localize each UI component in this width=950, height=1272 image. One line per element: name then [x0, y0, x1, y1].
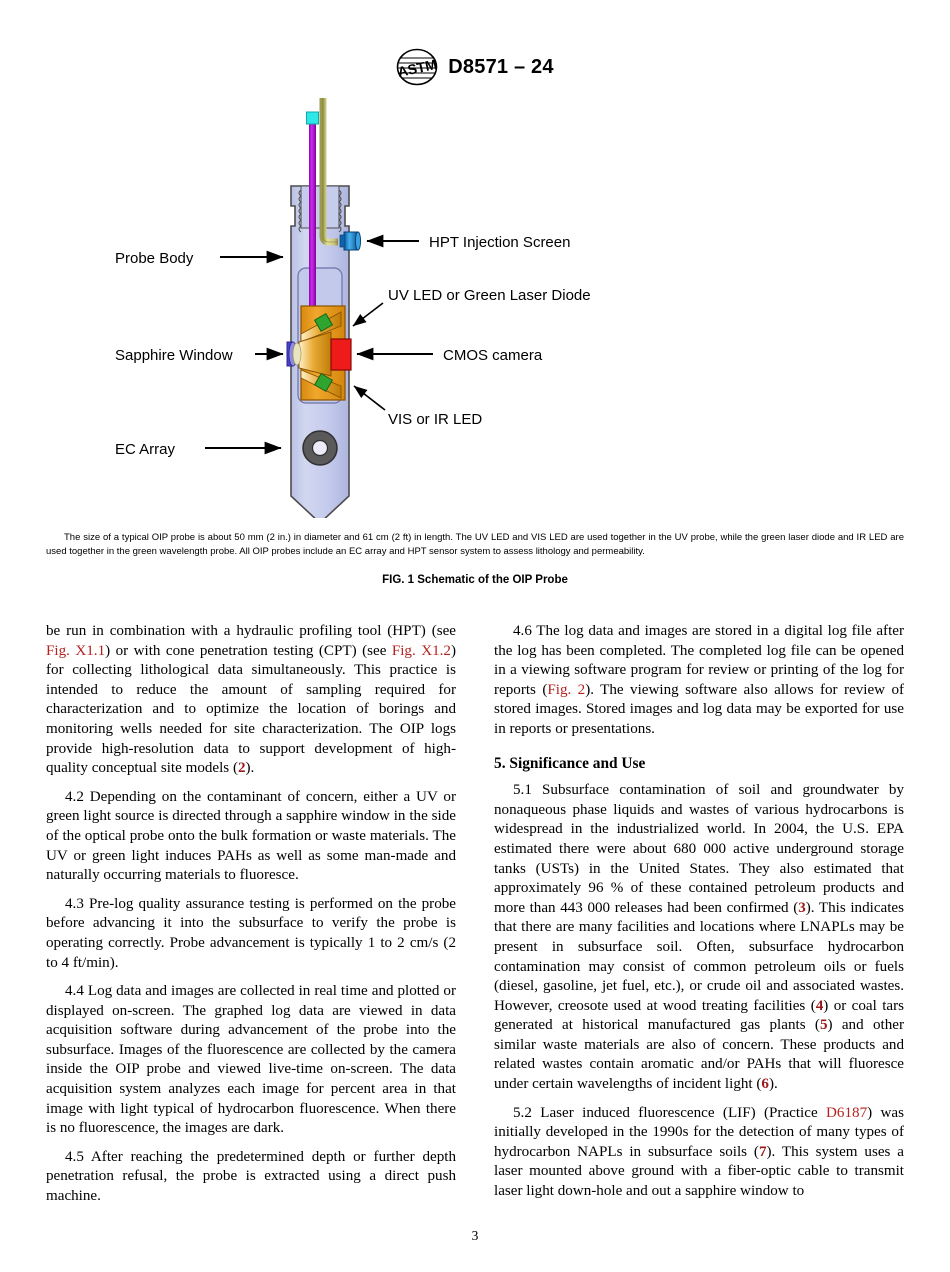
label-cmos-camera: CMOS camera [443, 347, 543, 364]
leader-uv-led-green-laser-diode [353, 303, 383, 326]
cross-reference-link[interactable]: Fig. X1.1 [46, 642, 106, 659]
reference-number: 3 [798, 899, 806, 916]
svg-text:ASTM: ASTM [396, 56, 439, 80]
figure-note-text: The size of a typical OIP probe is about 50 mm (2 in.) in diameter and 61 cm (2 ft) in length. The UV LED and VIS LED are used together in the UV probe, while the green laser diode and IR LED are used together in the green wavelength probe. All OIP probes include an EC array and HPT sensor system to assess lithology and permeability. [46, 532, 904, 557]
para-4-6: 4.6 The log data and images are stored in a digital log file after the log has been completed. The completed log file can be opened in a viewing software program for review or printing of the log for reports (Fig. 2). The viewing software also allows for review of stored images. Stored images and log data may be exported for use in reports or presentations. [494, 623, 905, 737]
para-4-1-cont: be run in combination with a hydraulic profiling tool (HPT) (see Fig. X1.1) or with cone penetration testing (CPT) (see Fig. X1.2) for collecting lithological data simultaneously. This practice is intended to reduce the amount of sampling required for characterization and to optimize the location of borings and monitoring wells needed for site characterization. The OIP logs provide high-resolution data to support development of high-quality conceptual site models (2). [46, 623, 457, 777]
page-header [0, 48, 950, 86]
para-4-5: 4.5 After reaching the predetermined depth or further depth penetration refusal, the probe is extracted using a direct push machine. [46, 1148, 456, 1205]
section-heading-significance-and-use: 5. Significance and Use [494, 754, 646, 772]
cross-reference-link[interactable]: Fig. 2 [547, 681, 586, 698]
para-4-2: 4.2 Depending on the contaminant of concern, either a UV or green light source is directed through a sapphire window in the side of the optical probe onto the bulk formation or waste materials. The UV or green light induces PAHs as well as some man-made and naturally occurring materials to fluoresce. [46, 788, 456, 884]
label-probe-body: Probe Body [115, 250, 194, 267]
cross-reference-link[interactable]: Fig. X1.2 [391, 642, 451, 659]
label-vis-or-ir-led: VIS or IR LED [388, 411, 483, 428]
para-4-3: 4.3 Pre-log quality assurance testing is performed on the probe before advancing it into the subsurface to verify the probe is operating correctly. Probe advancement is typically 1 to 2 cm/s (2 to 4 ft/min). [46, 895, 456, 971]
optical-fiber [309, 120, 316, 310]
figure-1 [0, 98, 950, 523]
figure-note [46, 531, 904, 559]
para-5-1: 5.1 Subsurface contamination of soil and groundwater by nonaqueous phase liquids and wastes of various hydrocarbons is widespread in the industrialized world. In 2004, the U.S. EPA estimated there were about 680 000 active underground storage tanks (USTs) in the United States. They also estimated that approximately 96 % of these contained petroleum products and more than 443 000 releases had been confirmed (3). This indicates that there are many facilities and locations where LNAPLs may be present in subsurface soil. Often, subsurface hydrocarbon contamination may consist of common petroleum oils or fuels (diesel, gasoline, jet fuel, etc.), or crude oil and associated wastes. However, creosote used at wood treating facilities (4) or coal tars generated at historical manufactured gas plants (5) and other similar waste materials are also of concern. These products and related wastes contain aromatic and/or PAHs that will fluoresce under certain wavelengths of incident light (6). [494, 782, 904, 1093]
fiber-connector [307, 112, 319, 124]
cross-reference-link[interactable]: D6187 [826, 1104, 868, 1121]
hpt-injection-screen-part [340, 232, 361, 250]
reference-number: 6 [761, 1076, 769, 1093]
reference-number: 4 [815, 997, 824, 1014]
label-uv-led-green-laser-diode: UV LED or Green Laser Diode [388, 287, 591, 304]
reference-number: 7 [758, 1143, 767, 1160]
column-right [494, 622, 904, 1216]
leader-vis-or-ir-led [354, 386, 385, 410]
para-5-2: 5.2 Laser induced fluorescence (LIF) (Practice D6187) was initially developed in the 1990s for the detection of many types of hydrocarbon NAPLs in subsurface soils (7). This system uses a laser mounted above ground with a fiber-optic cable to transmit laser light down-hole and out a sapphire window to [494, 1104, 905, 1200]
reference-number: 2 [237, 760, 246, 777]
sapphire-window-part [287, 342, 301, 366]
label-hpt-injection-screen: HPT Injection Screen [429, 234, 571, 251]
para-4-4: 4.4 Log data and images are collected in real time and plotted or displayed on-screen. The graphed log data are viewed in data acquisition software during advancement of the probe into the subsurface. Images of the fluorescence are collected by the camera inside the OIP probe and viewed live-time on-screen. The data acquisition system analyzes each image for percent area in that image with light typical of hydrocarbon fluorescence. When there is no fluorescence, the images are dark. [46, 983, 456, 1137]
label-ec-array: EC Array [115, 441, 176, 458]
body-columns [46, 622, 904, 1216]
figure-caption: FIG. 1 Schematic of the OIP Probe [382, 574, 568, 586]
ec-array-part [303, 431, 337, 465]
reference-number: 5 [819, 1017, 828, 1034]
page-number: 3 [471, 1228, 479, 1243]
oip-probe-schematic [95, 98, 855, 518]
astm-logo [396, 48, 438, 86]
column-left [46, 622, 456, 1216]
label-sapphire-window: Sapphire Window [115, 347, 233, 364]
standard-designation: D8571 – 24 [448, 55, 554, 78]
cmos-camera-part [331, 339, 351, 370]
probe-assembly [287, 98, 361, 518]
